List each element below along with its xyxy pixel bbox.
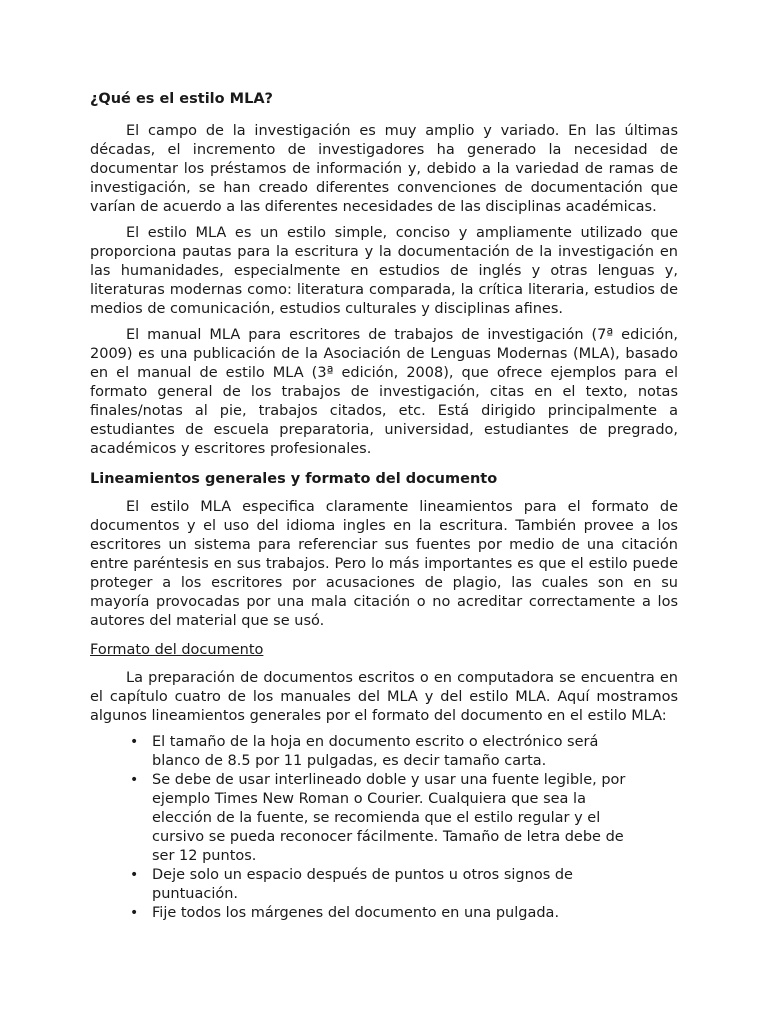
- list-item-text: Deje solo un espacio después de puntos u otros signos de puntuación.: [152, 867, 573, 902]
- page-title: ¿Qué es el estilo MLA?: [90, 91, 273, 107]
- list-item: [130, 733, 650, 771]
- bullet-icon: •: [130, 905, 139, 921]
- intro-paragraph-3: El manual MLA para escritores de trabajos de investigación (7ª edición, 2009) es una publicación de la Asociación de Lenguas Modernas (MLA), basado en el manual de estilo MLA (3ª edición, 2008), que ofrece ejemplos para el formato general de los trabajos de investigación, citas en el texto, notas finales/notas al pie, trabajos citados, etc. Está dirigido principalmente a estudiantes de escuela preparatoria, universidad, estudiantes de pregrado, académicos y escritores profesionales.: [90, 327, 678, 457]
- intro-paragraph-2: El estilo MLA es un estilo simple, conciso y ampliamente utilizado que proporciona pautas para la escritura y la documentación de la investigación en las humanidades, especialmente en estudios de inglés y otras lenguas y, literaturas modernas como: literatura comparada, la crítica literaria, estudios de medios de comunicación, estudios culturales y disciplinas afines.: [90, 225, 678, 317]
- list-item-text: Fije todos los márgenes del documento en una pulgada.: [152, 905, 560, 921]
- list-item-text: Se debe de usar interlineado doble y usar una fuente legible, por ejemplo Times New Roman o Courier. Cualquiera que sea la elección de la fuente, se recomienda que el estilo regular y el cursivo se pueda reconocer fácilmente. Tamaño de letra debe de ser 12 puntos.: [152, 772, 626, 864]
- bullet-list: [90, 733, 678, 923]
- list-item: [130, 771, 650, 866]
- list-item: [130, 866, 650, 904]
- bullet-icon: •: [130, 772, 139, 788]
- intro-paragraph-1: El campo de la investigación es muy amplio y variado. En las últimas décadas, el incremento de investigadores ha generado la necesidad de documentar los préstamos de información y, debido a la variedad de ramas de investigación, se han creado diferentes convenciones de documentación que varían de acuerdo a las diferentes necesidades de las disciplinas académicas.: [90, 123, 678, 215]
- bullet-icon: •: [130, 734, 139, 750]
- section-heading: Lineamientos generales y formato del documento: [90, 471, 498, 487]
- subsection-heading: Formato del documento: [90, 642, 264, 658]
- section-paragraph: El estilo MLA especifica claramente lineamientos para el formato de documentos y el uso del idioma ingles en la escritura. También provee a los escritores un sistema para referenciar sus fuentes por medio de una citación entre paréntesis en sus trabajos. Pero lo más importantes es que el estilo puede proteger a los escritores por acusaciones de plagio, las cuales son en su mayoría provocadas por una mala citación o no acreditar correctamente a los autores del material que se usó.: [90, 499, 678, 629]
- subsection-paragraph: La preparación de documentos escritos o en computadora se encuentra en el capítulo cuatro de los manuales del MLA y del estilo MLA. Aquí mostramos algunos lineamientos generales por el formato del documento en el estilo MLA:: [90, 670, 678, 724]
- list-item-text: El tamaño de la hoja en documento escrito o electrónico será blanco de 8.5 por 11 pulgadas, es decir tamaño carta.: [152, 734, 599, 769]
- list-item: [130, 904, 650, 923]
- bullet-icon: •: [130, 867, 139, 883]
